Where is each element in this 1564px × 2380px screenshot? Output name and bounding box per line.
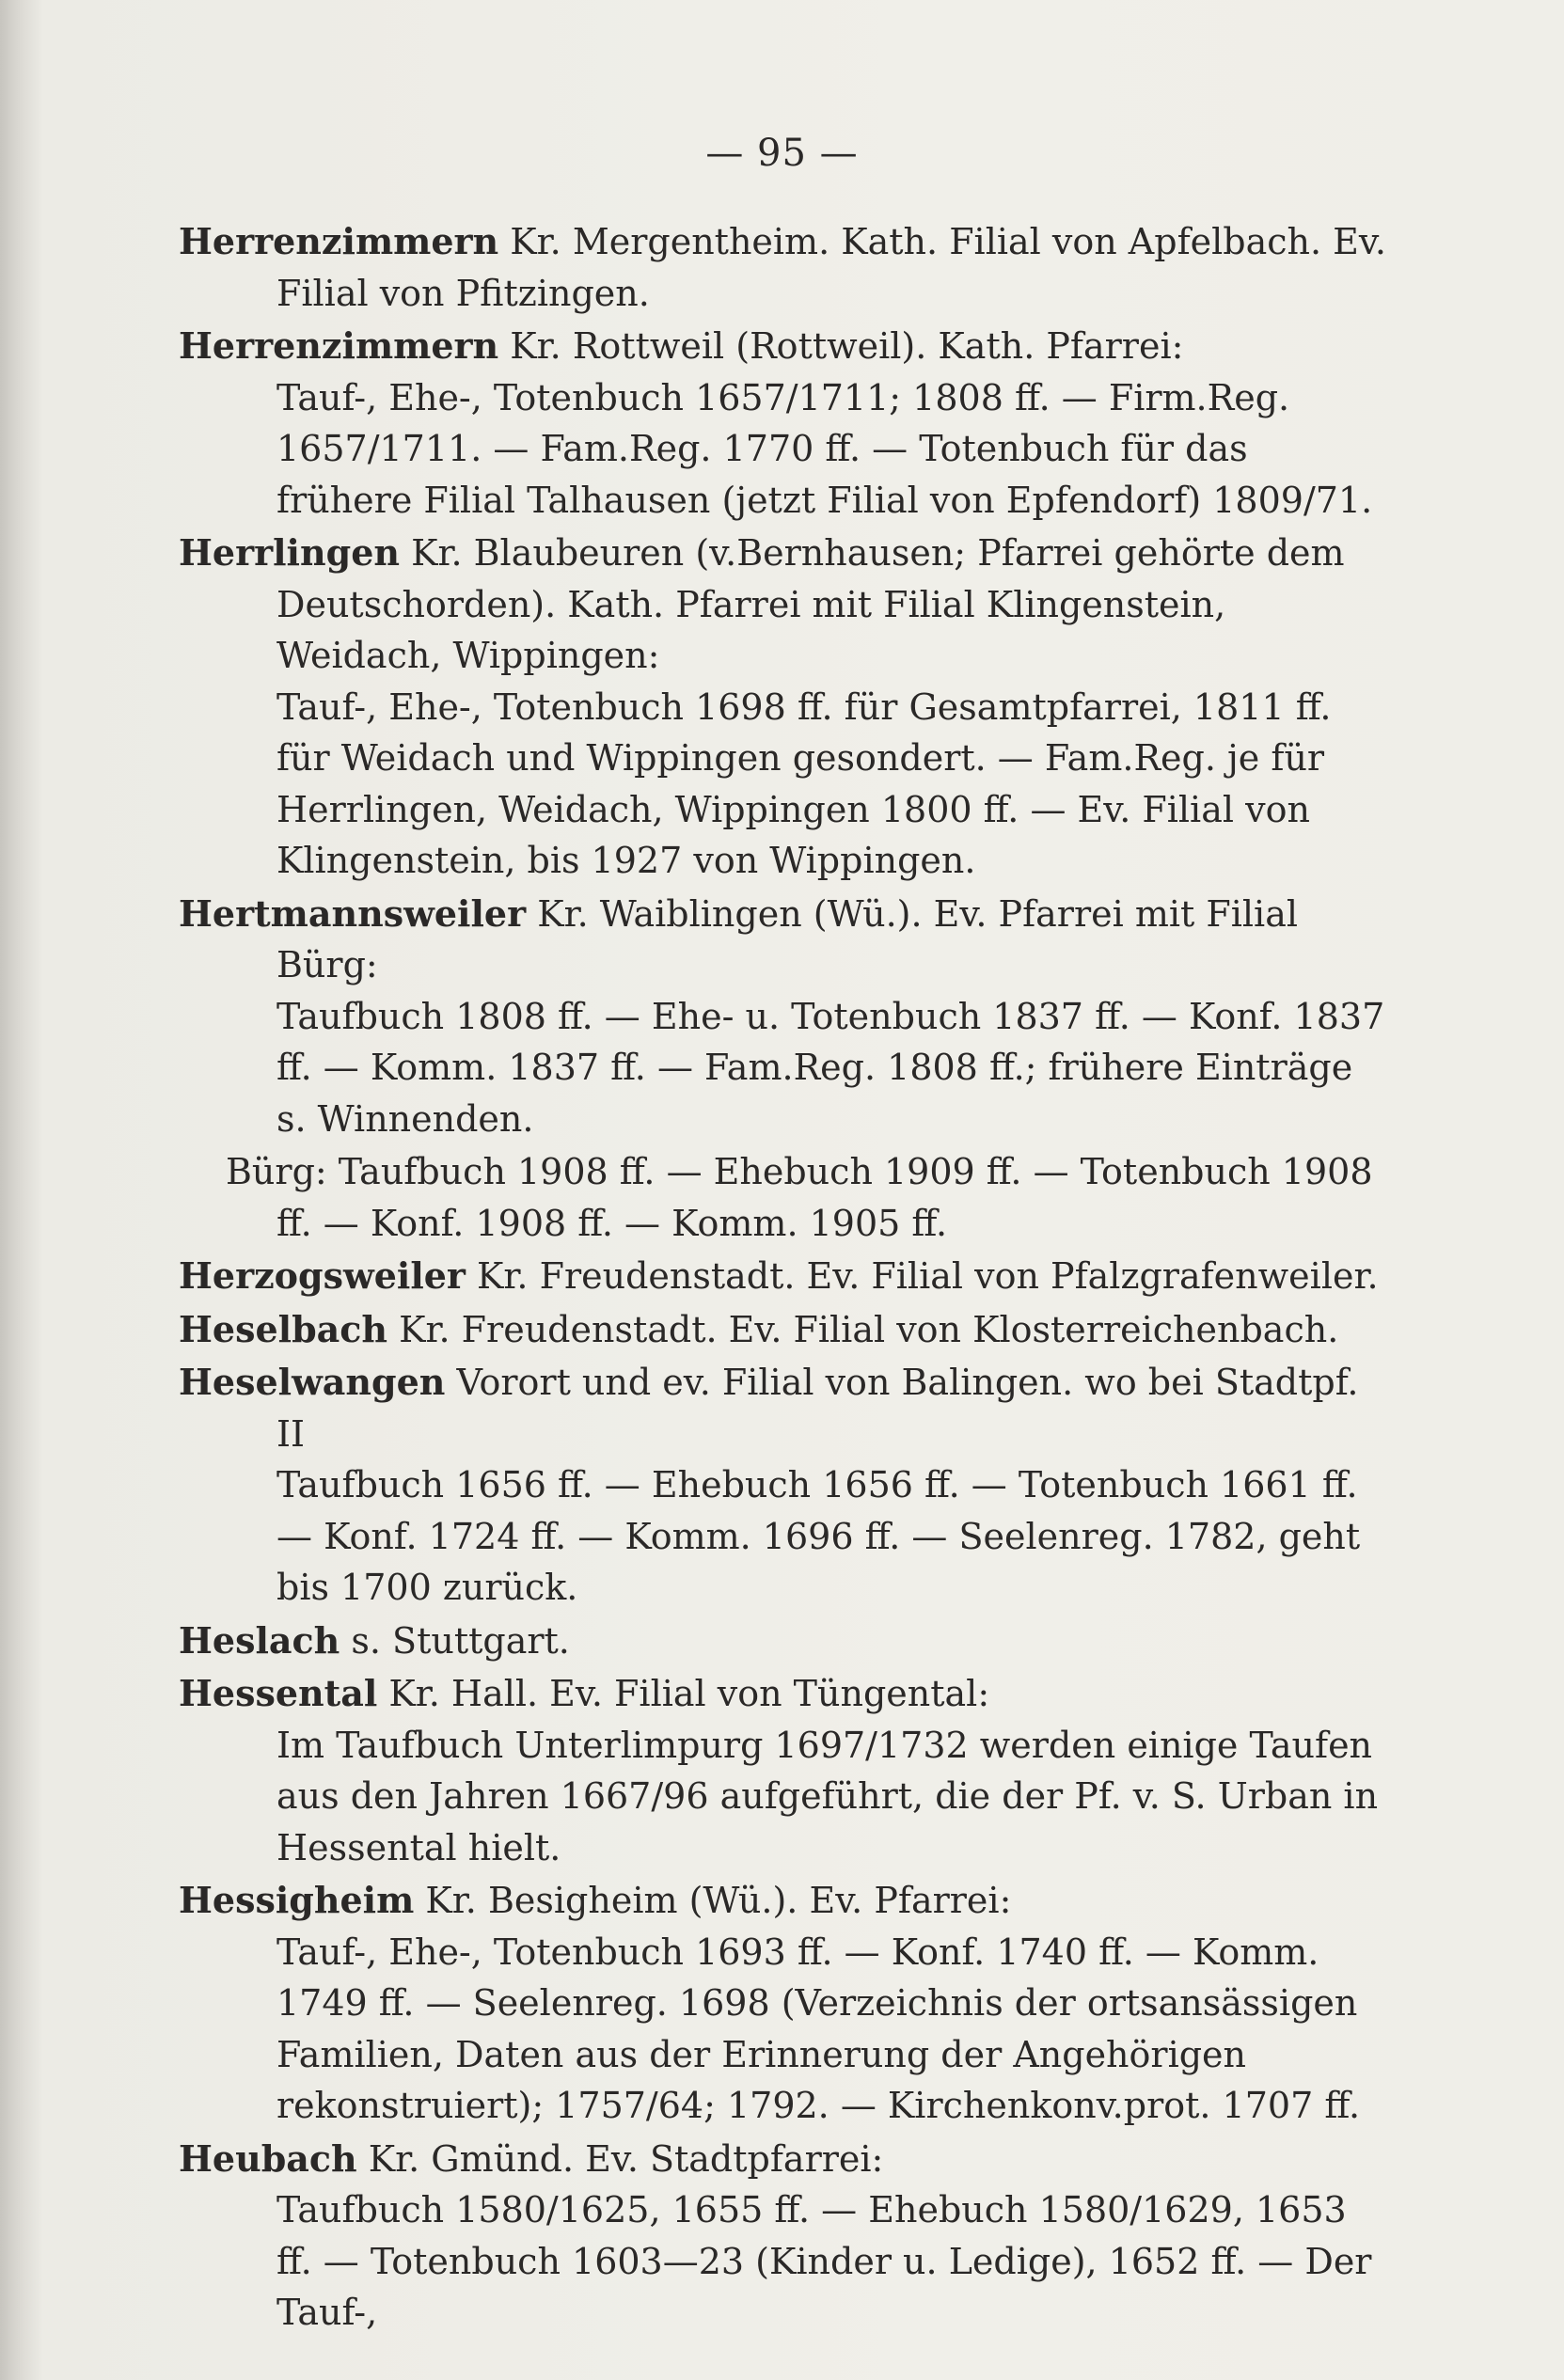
entry-heading: Herzogsweiler (179, 1254, 466, 1297)
entry-records: Tauf-, Ehe-, Totenbuch 1698 ff. für Gesamtpfarrei, 1811 ff. für Weidach und Wippingen gesondert. — Fam.Reg. je für Herrlingen, Weidach, Wippingen 1800 ff. — Ev. Filial von Klingenstein, bis 1927 von Wippingen. (276, 686, 1332, 881)
entry-buerg (179, 1146, 1392, 1249)
entry-hessigheim (179, 1875, 1392, 2132)
entry-heading: Hessental (179, 1672, 378, 1714)
entry-herrenzimmern-mergentheim (179, 216, 1392, 319)
entry-text: Kr. Hall. Ev. Filial von Tüngental: (388, 1673, 990, 1714)
entry-herrenzimmern-rottweil (179, 321, 1392, 526)
entry-heslach (179, 1616, 1392, 1667)
entry-herzogsweiler (179, 1251, 1392, 1302)
entry-records: Taufbuch 1580/1625, 1655 ff. — Ehebuch 1580/1629, 1653 ff. — Totenbuch 1603—23 (Kinder u. Ledige), 1652 ff. — Der Tauf-, (276, 2189, 1372, 2333)
entry-heubach (179, 2134, 1392, 2339)
register-text (179, 216, 1392, 2341)
entry-heading: Herrenzimmern (179, 220, 499, 262)
entry-text: Kr. Besigheim (Wü.). Ev. Pfarrei: (425, 1880, 1012, 1921)
entry-heading: Heubach (179, 2136, 357, 2180)
entry-heading: Herrlingen (179, 531, 400, 574)
entry-records: Tauf-, Ehe-, Totenbuch 1657/1711; 1808 ff. — Firm.Reg. 1657/1711. — Fam.Reg. 1770 ff. — Totenbuch für das frühere Filial Talhausen (jetzt Filial von Epfendorf) 1809/71. (276, 376, 1373, 521)
entry-text: Kr. Gmünd. Ev. Stadtpfarrei: (368, 2137, 884, 2180)
entry-records: Taufbuch 1808 ff. — Ehe- u. Totenbuch 1837 ff. — Konf. 1837 ff. — Komm. 1837 ff. — Fam.Reg. 1808 ff.; frühere Einträge s. Winnenden. (276, 995, 1385, 1140)
entry-hessental (179, 1668, 1392, 1873)
entry-heading: Heselbach (179, 1307, 388, 1350)
entry-heading: Hessigheim (179, 1879, 415, 1921)
entry-records: Im Taufbuch Unterlimpurg 1697/1732 werden einige Taufen aus den Jahren 1667/96 aufgeführt, die der Pf. v. S. Urban in Hessental hielt. (276, 1724, 1379, 1868)
entry-text: Bürg: Taufbuch 1908 ff. — Ehebuch 1909 ff. — Totenbuch 1908 ff. — Konf. 1908 ff. — Komm. 1905 ff. (226, 1151, 1373, 1244)
entry-text: Kr. Waiblingen (Wü.). Ev. Pfarrei mit Filial Bürg: (276, 892, 1299, 985)
entry-herrlingen (179, 528, 1392, 887)
entry-text: Kr. Mergentheim. Kath. Filial von Apfelbach. Ev. Filial von Pfitzingen. (276, 221, 1386, 314)
entry-heading: Heselwangen (179, 1361, 446, 1403)
entry-text: Kr. Blaubeuren (v.Bernhausen; Pfarrei gehörte dem Deutschorden). Kath. Pfarrei mit Filial Klingenstein, Weidach, Wippingen: (276, 532, 1345, 676)
entry-records: Taufbuch 1656 ff. — Ehebuch 1656 ff. — Totenbuch 1661 ff. — Konf. 1724 ff. — Komm. 1696 ff. — Seelenreg. 1782, geht bis 1700 zurück. (276, 1464, 1361, 1608)
entry-records: Tauf-, Ehe-, Totenbuch 1693 ff. — Konf. 1740 ff. — Komm. 1749 ff. — Seelenreg. 1698 (Verzeichnis der ortsansässigen Familien, Daten aus der Erinnerung der Angehörigen rekonstruiert); 1757/64; 1792. — Kirchenkonv.prot. 1707 ff. (276, 1931, 1361, 2126)
entry-hertmannsweiler (179, 889, 1392, 1145)
entry-text: Vorort und ev. Filial von Balingen. wo bei Stadtpf. II (276, 1362, 1359, 1455)
entry-heselbach (179, 1304, 1392, 1356)
entry-heselwangen (179, 1357, 1392, 1614)
entry-heading: Herrenzimmern (179, 324, 499, 367)
entry-text: Kr. Freudenstadt. Ev. Filial von Klosterreichenbach. (399, 1308, 1339, 1350)
page-number: — 95 — (705, 132, 859, 175)
entry-heading: Hertmannsweiler (179, 891, 527, 935)
entry-text: s. Stuttgart. (351, 1619, 570, 1662)
entry-text: Kr. Rottweil (Rottweil). Kath. Pfarrei: (510, 325, 1184, 367)
entry-text: Kr. Freudenstadt. Ev. Filial von Pfalzgrafenweiler. (477, 1255, 1379, 1297)
entry-heading: Heslach (179, 1618, 340, 1662)
